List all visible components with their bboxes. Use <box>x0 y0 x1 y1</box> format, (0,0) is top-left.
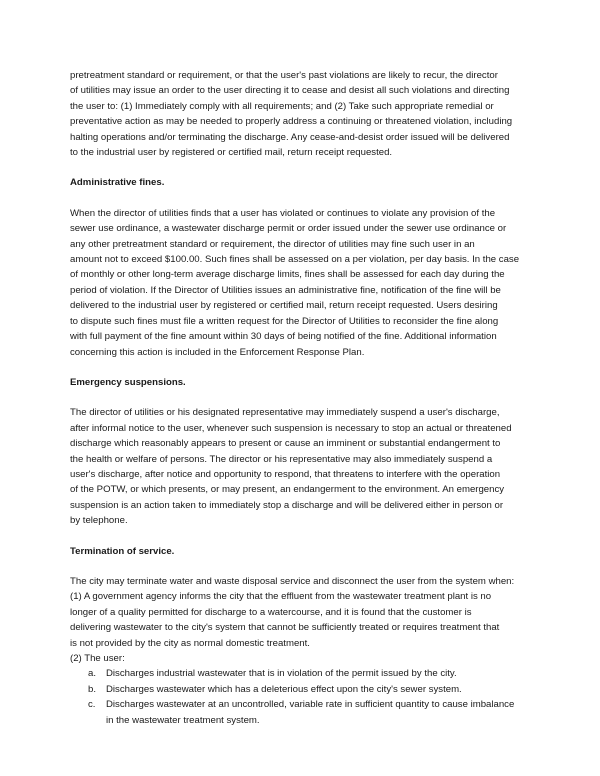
text-line: (2) The user: <box>70 653 125 664</box>
admin-fines-heading: Administrative fines. <box>70 177 165 189</box>
list-marker: b. <box>88 683 97 695</box>
termination-paragraph <box>70 574 542 666</box>
text-line: The director of utilities or his designated representative may immediately suspend a user's discharge, <box>70 407 500 419</box>
text-line: preventative action as may be needed to properly address a continuing or threatened violation, including <box>70 116 513 128</box>
text-line: suspension is an action taken to immediately stop a discharge and will be delivered either in person or <box>70 499 504 511</box>
text-line: of monthly or other long-term average discharge limits, fines shall be assessed for each day during the <box>70 269 505 281</box>
text-line: When the director of utilities finds that a user has violated or continues to violate any provision of the <box>70 207 496 219</box>
text-line: user's discharge, after notice and opportunity to respond, that threatens to interfere with the operation <box>70 468 501 480</box>
text-line: the health or welfare of persons. The director or his representative may also immediately suspend a <box>70 453 493 465</box>
text-line: of the POTW, or which presents, or may present, an endangerment to the environment. An emergency <box>70 484 505 496</box>
text-line: with full payment of the fine amount within 30 days of being notified of the fine. Additional information <box>70 331 497 343</box>
admin-fines-paragraph <box>70 206 542 360</box>
text-line: concerning this action is included in the Enforcement Response Plan. <box>70 346 365 358</box>
text-line: any other pretreatment standard or requirement, the director of utilities may fine such user in an <box>70 238 475 250</box>
text-line: in the wastewater treatment system. <box>106 714 260 726</box>
text-line: amount not to exceed $100.00. Such fines shall be assessed on a per violation, per day basis. In the case <box>70 254 520 266</box>
text-line: longer of a quality permitted for discharge to a watercourse, and it is found that the customer is <box>70 606 472 618</box>
document-page <box>70 68 542 728</box>
text-line: the user to: (1) Immediately comply with all requirements; and (2) Take such appropriate remedial or <box>70 100 494 112</box>
list-item <box>70 697 542 728</box>
text-line: is not provided by the city as normal domestic treatment. <box>70 637 310 649</box>
emergency-paragraph <box>70 405 542 528</box>
text-line: after informal notice to the user, whenever such suspension is necessary to stop an actual or threatened <box>70 422 512 434</box>
text-line: of utilities may issue an order to the user directing it to cease and desist all such violations and directing <box>70 85 510 97</box>
text-line: to the industrial user by registered or certified mail, return receipt requested. <box>70 147 393 159</box>
termination-heading: Termination of service. <box>70 545 175 557</box>
text-line: by telephone. <box>70 515 128 527</box>
intro-paragraph <box>70 68 542 160</box>
text-line: sewer use ordinance, a wastewater discharge permit or order issued under the sewer use ordinance or <box>70 223 507 235</box>
text-line: Discharges wastewater at an uncontrolled, variable rate in sufficient quantity to cause imbalance <box>106 699 515 711</box>
text-line: pretreatment standard or requirement, or that the user's past violations are likely to recur, the director <box>70 70 498 81</box>
text-line: to dispute such fines must file a written request for the Director of Utilities to reconsider the fine along <box>70 315 499 327</box>
list-marker: c. <box>88 699 96 711</box>
termination-list <box>70 666 542 728</box>
text-line: Discharges wastewater which has a deleterious effect upon the city's sewer system. <box>106 683 462 695</box>
list-marker: a. <box>88 668 97 680</box>
text-line: period of violation. If the Director of Utilities issues an administrative fine, notification of the fine will be <box>70 284 501 296</box>
emergency-heading: Emergency suspensions. <box>70 376 186 388</box>
list-item <box>70 666 542 681</box>
text-line: Discharges industrial wastewater that is in violation of the permit issued by the city. <box>106 668 457 680</box>
list-item <box>70 682 542 697</box>
text-line: discharge which reasonably appears to present or cause an imminent or substantial endangerment to <box>70 438 501 450</box>
text-line: halting operations and/or terminating the discharge. Any cease-and-desist order issued will be delivered <box>70 131 510 143</box>
text-line: delivering wastewater to the city's system that cannot be sufficiently treated or requires treatment that <box>70 622 500 634</box>
text-line: The city may terminate water and waste disposal service and disconnect the user from the system when: <box>70 575 515 587</box>
text-line: delivered to the industrial user by registered or certified mail, return receipt requested. Users desiring <box>70 300 498 312</box>
text-line: (1) A government agency informs the city that the effluent from the wastewater treatment plant is no <box>70 591 492 603</box>
